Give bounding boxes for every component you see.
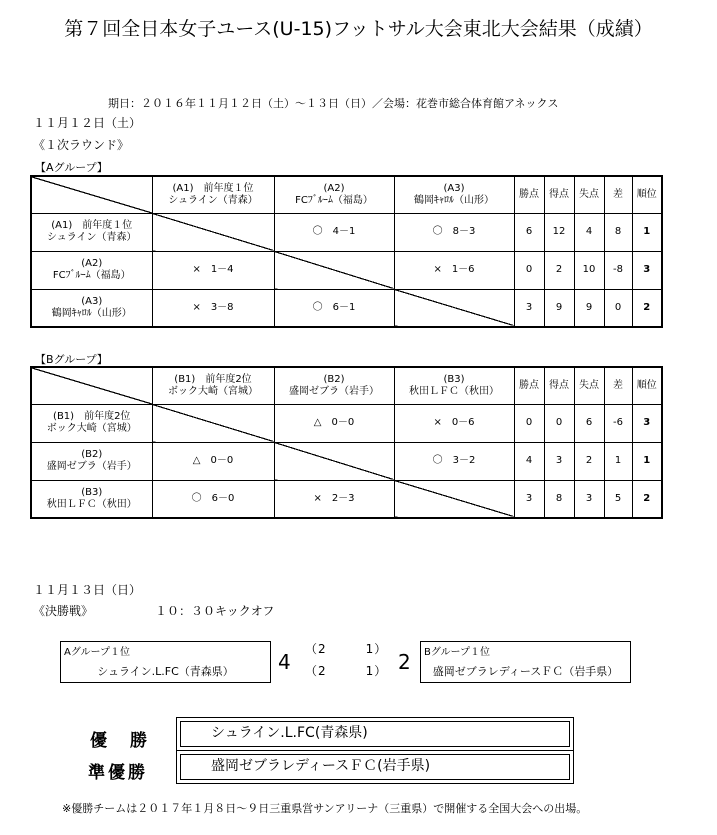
- points-header: 勝点: [514, 176, 544, 213]
- match-result: 〇 6－0: [152, 480, 274, 518]
- goals-against-cell: 2: [574, 442, 604, 480]
- right-team-name: 盛岡ゼブラレディースＦＣ（岩手県）: [432, 665, 619, 678]
- col-header: (B3) 秋田ＬＦＣ（秋田）: [394, 367, 514, 404]
- table-row: [31, 289, 662, 327]
- rank-cell: 1: [632, 442, 662, 480]
- table-row: [31, 404, 662, 442]
- goals-for-cell: 9: [544, 289, 574, 327]
- self-cell: [394, 289, 514, 327]
- rank-cell: 3: [632, 251, 662, 289]
- self-cell: [152, 213, 274, 251]
- table-row: [31, 442, 662, 480]
- goals-against-header: 失点: [574, 367, 604, 404]
- goals-against-cell: 10: [574, 251, 604, 289]
- goals-for-cell: 12: [544, 213, 574, 251]
- goal-diff-cell: 0: [604, 289, 632, 327]
- corner-cell: [31, 176, 152, 213]
- footnote: ※優勝チームは２０１７年１月８日～９日三重県営サンアリーナ（三重県）で開催する全国大会への出場。: [62, 802, 588, 815]
- rank-cell: 2: [632, 289, 662, 327]
- points-cell: 4: [514, 442, 544, 480]
- match-result: △ 0－0: [274, 404, 394, 442]
- corner-cell: [31, 367, 152, 404]
- match-result: 〇 4－1: [274, 213, 394, 251]
- match-result: × 2－3: [274, 480, 394, 518]
- match-result: 〇 6－1: [274, 289, 394, 327]
- first-half-score: （2 1）: [305, 642, 388, 656]
- final-right-team-box: [420, 641, 631, 683]
- row-header: (A2) FCﾌﾞﾙｰﾑ（福島）: [31, 251, 152, 289]
- goals-against-cell: 6: [574, 404, 604, 442]
- group-a-label: 【Aグループ】: [35, 161, 108, 174]
- table-row: [31, 480, 662, 518]
- right-team-score: 2: [398, 650, 411, 674]
- goals-for-cell: 8: [544, 480, 574, 518]
- points-cell: 0: [514, 251, 544, 289]
- points-cell: 0: [514, 404, 544, 442]
- rank-cell: 3: [632, 404, 662, 442]
- points-cell: 3: [514, 289, 544, 327]
- row-header: (A3) 鶴岡ｷｬﾛﾙ（山形）: [31, 289, 152, 327]
- runnerup-label: 準優勝: [88, 763, 148, 783]
- match-result: × 3－8: [152, 289, 274, 327]
- rank-cell: 2: [632, 480, 662, 518]
- goals-for-cell: 3: [544, 442, 574, 480]
- kickoff-time: １０：３０キックオフ: [155, 604, 275, 618]
- rank-header: 順位: [632, 367, 662, 404]
- goals-for-header: 得点: [544, 176, 574, 213]
- winner-box: [176, 717, 574, 751]
- rank-cell: 1: [632, 213, 662, 251]
- goals-against-header: 失点: [574, 176, 604, 213]
- page-title: 第７回全日本女子ユース(U-15)フットサル大会東北大会結果（成績）: [64, 18, 653, 40]
- col-header: (A3) 鶴岡ｷｬﾛﾙ（山形）: [394, 176, 514, 213]
- goals-for-cell: 2: [544, 251, 574, 289]
- goal-diff-cell: -6: [604, 404, 632, 442]
- match-result: × 1－6: [394, 251, 514, 289]
- row-header: (B3) 秋田ＬＦＣ（秋田）: [31, 480, 152, 518]
- match-result: 〇 8－3: [394, 213, 514, 251]
- goals-against-cell: 4: [574, 213, 604, 251]
- self-cell: [394, 480, 514, 518]
- goal-diff-cell: -8: [604, 251, 632, 289]
- second-half-score: （2 1）: [305, 664, 388, 678]
- goal-diff-cell: 5: [604, 480, 632, 518]
- self-cell: [152, 404, 274, 442]
- goal-diff-cell: 1: [604, 442, 632, 480]
- self-cell: [274, 442, 394, 480]
- goal-diff-header: 差: [604, 176, 632, 213]
- self-cell: [274, 251, 394, 289]
- match-result: △ 0－0: [152, 442, 274, 480]
- col-header: (B1) 前年度2位 ボック大崎（宮城）: [152, 367, 274, 404]
- points-header: 勝点: [514, 367, 544, 404]
- left-team-score: 4: [278, 650, 291, 674]
- final-heading: 《決勝戦》: [33, 604, 94, 618]
- runnerup-box: [176, 750, 574, 784]
- winner-name: シュライン.L.FC(青森県): [180, 721, 570, 747]
- col-header: (B2) 盛岡ゼブラ（岩手）: [274, 367, 394, 404]
- event-period: 期日：２０１６年１１月１２日（土）～１３日（日）／会場：花巻市総合体育館アネックス: [108, 97, 559, 110]
- table-row: [31, 213, 662, 251]
- final-left-team-box: [60, 641, 271, 683]
- day2-date: １１月１３日（日）: [33, 583, 142, 597]
- runnerup-name: 盛岡ゼブラレディースＦＣ(岩手県): [180, 754, 570, 780]
- match-result: × 1－4: [152, 251, 274, 289]
- match-result: × 0－6: [394, 404, 514, 442]
- rank-header: 順位: [632, 176, 662, 213]
- left-team-name: シュライン.L.FC（青森県）: [97, 665, 234, 678]
- goals-for-header: 得点: [544, 367, 574, 404]
- points-cell: 6: [514, 213, 544, 251]
- points-cell: 3: [514, 480, 544, 518]
- goal-diff-header: 差: [604, 367, 632, 404]
- row-header: (B2) 盛岡ゼブラ（岩手）: [31, 442, 152, 480]
- goal-diff-cell: 8: [604, 213, 632, 251]
- col-header: (A1) 前年度１位 シュライン（青森）: [152, 176, 274, 213]
- group-b-table: [30, 366, 663, 519]
- left-team-seed: Aグループ１位: [64, 647, 131, 658]
- right-team-seed: Bグループ１位: [424, 647, 491, 658]
- goals-against-cell: 9: [574, 289, 604, 327]
- row-header: (B1) 前年度2位 ボック大崎（宮城）: [31, 404, 152, 442]
- col-header: (A2) FCﾌﾞﾙｰﾑ（福島）: [274, 176, 394, 213]
- match-result: 〇 3－2: [394, 442, 514, 480]
- round1-heading: 《１次ラウンド》: [33, 138, 130, 152]
- group-b-label: 【Bグループ】: [35, 353, 108, 366]
- goals-against-cell: 3: [574, 480, 604, 518]
- row-header: (A1) 前年度１位 シュライン（青森）: [31, 213, 152, 251]
- group-a-table: [30, 175, 663, 328]
- table-row: [31, 251, 662, 289]
- day1-date: １１月１２日（土）: [33, 116, 142, 130]
- goals-for-cell: 0: [544, 404, 574, 442]
- winner-label: 優 勝: [90, 731, 150, 751]
